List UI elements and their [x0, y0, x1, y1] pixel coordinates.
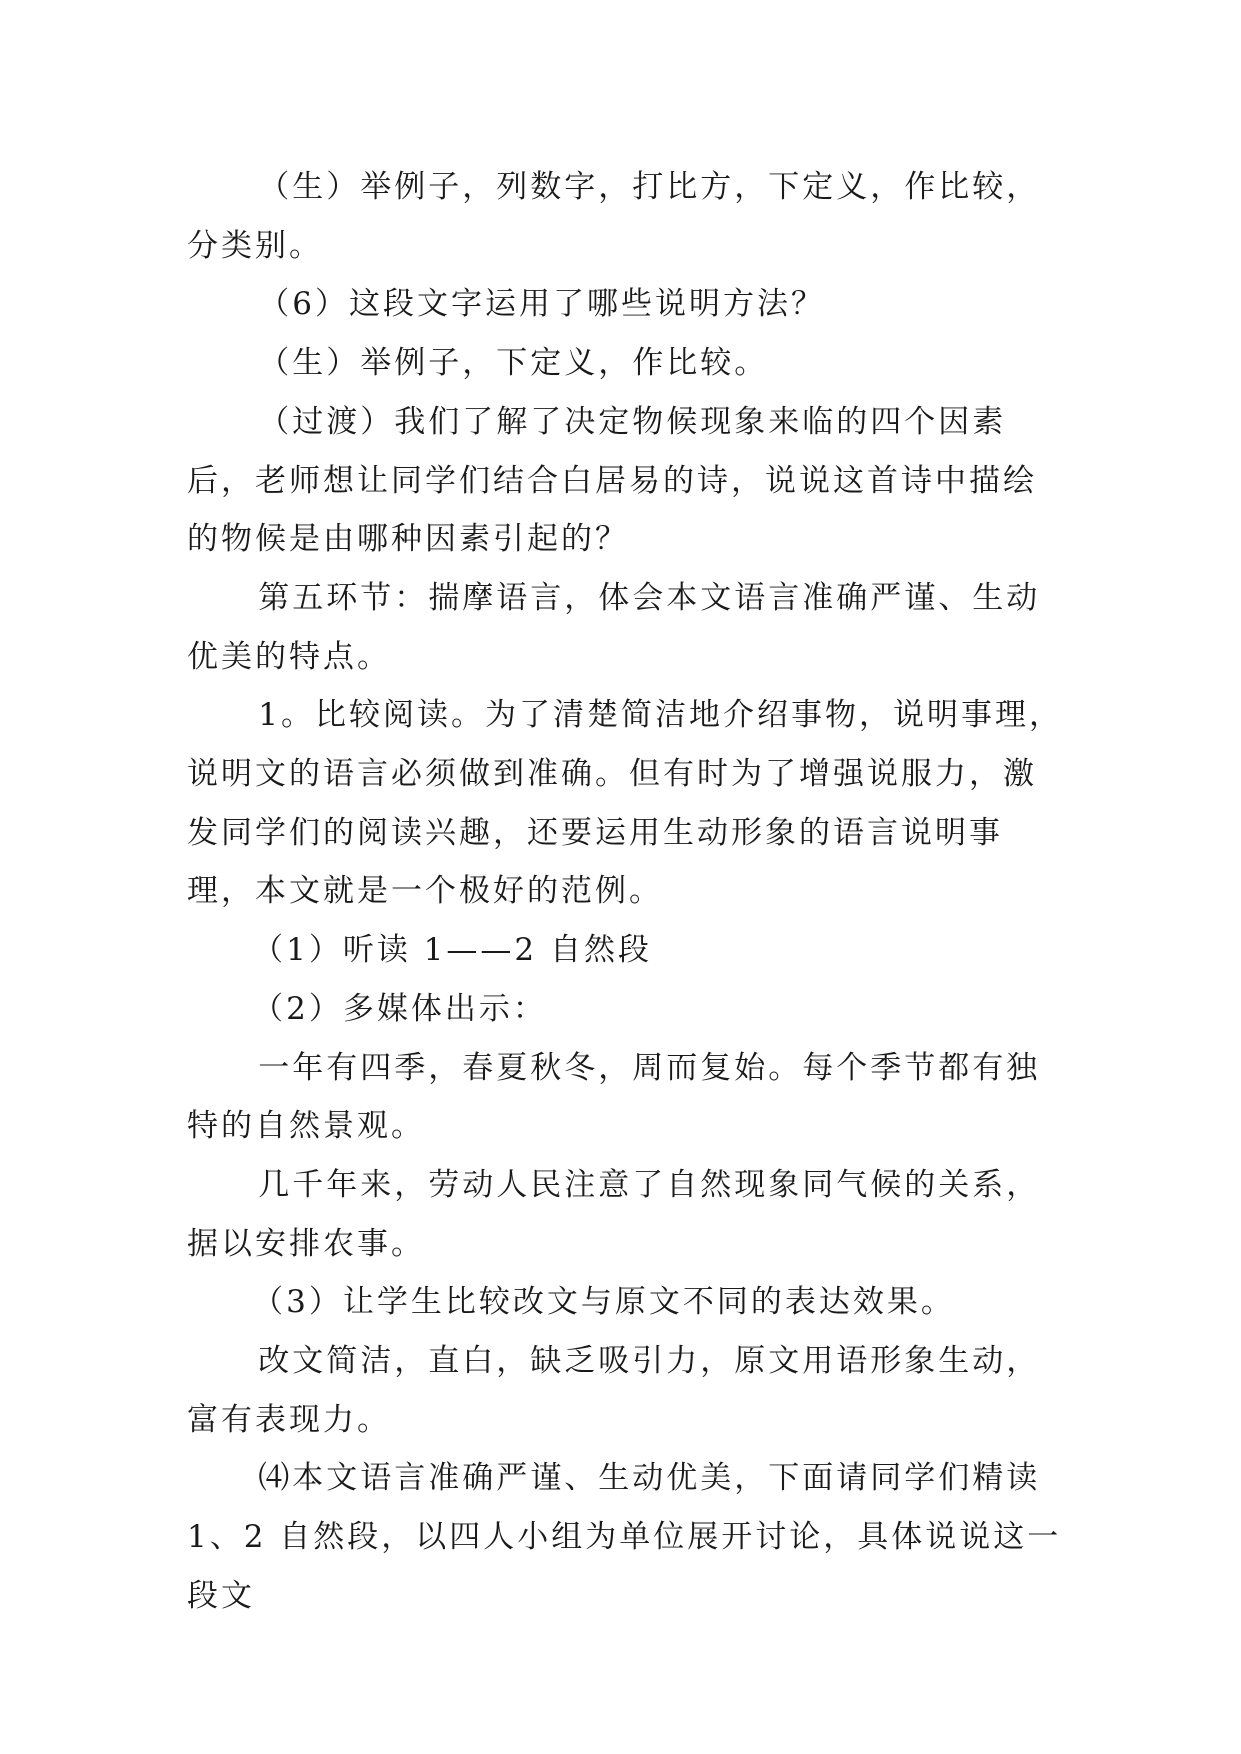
paragraph-student-answer-short: （生）举例子，下定义，作比较。	[258, 345, 769, 382]
paragraph-question-6: （6）这段文字运用了哪些说明方法？	[258, 286, 826, 323]
paragraph-farming: 几千年来，劳动人民注意了自然现象同气候的关系，据以安排农事。	[187, 1166, 1041, 1262]
paragraph-step-1: （1）听读 1——2 自然段	[252, 932, 652, 969]
document-body	[187, 158, 1067, 1626]
paragraph-step-2: （2）多媒体出示：	[252, 990, 547, 1027]
paragraph-comparison-result: 改文简洁，直白，缺乏吸引力，原文用语形象生动，富有表现力。	[187, 1343, 1041, 1438]
paragraph-student-answer-methods: （生）举例子，列数字，打比方，下定义，作比较，分类别。	[187, 169, 1041, 264]
paragraph-step-3: （3）让学生比较改文与原文不同的表达效果。	[252, 1284, 955, 1321]
paragraph-transition: （过渡）我们了解了决定物候现象来临的四个因素后，老师想让同学们结合白居易的诗，说说这首诗中描绘的物候是由哪种因素引起的？	[187, 403, 1037, 558]
paragraph-step-4: ⑷本文语言准确严谨、生动优美，下面请同学们精读 1、2 自然段，以四人小组为单位展开讨论，具体说说这一段文	[187, 1460, 1062, 1614]
paragraph-section-five: 第五环节：揣摩语言，体会本文语言准确严谨、生动优美的特点。	[187, 579, 1041, 675]
paragraph-seasons: 一年有四季，春夏秋冬，周而复始。每个季节都有独特的自然景观。	[187, 1049, 1041, 1145]
paragraph-comparative-reading: 1。比较阅读。为了清楚简洁地介绍事物，说明事理，说明文的语言必须做到准确。但有时为了增强说服力，激发同学们的阅读兴趣，还要运用生动形象的语言说明事理，本文就是一个极好的范例。	[187, 697, 1064, 910]
